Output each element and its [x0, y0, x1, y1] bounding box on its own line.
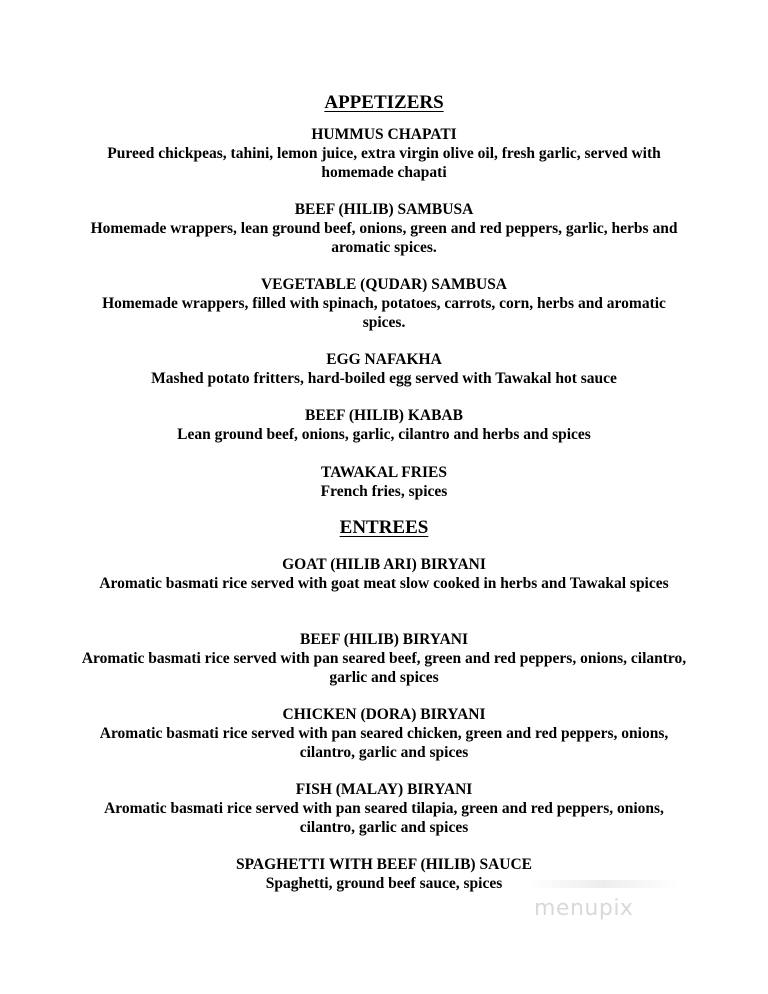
watermark-smudge	[528, 880, 678, 888]
item-description: Mashed potato fritters, hard-boiled egg served with Tawakal hot sauce	[151, 370, 617, 387]
item-description: Aromatic basmati rice served with goat meat slow cooked in herbs and Tawakal spices	[99, 575, 669, 592]
item-name: EGG NAFAKHA	[326, 351, 442, 368]
item-description: Homemade wrappers, filled with spinach, potatoes, carrots, corn, herbs and aromatic spices.	[102, 295, 666, 331]
item-name: VEGETABLE (QUDAR) SAMBUSA	[260, 276, 508, 293]
menu-item-beef-biryani	[80, 630, 688, 687]
menu-item-beef-kabab	[80, 406, 688, 444]
item-description: Lean ground beef, onions, garlic, cilantro and herbs and spices	[177, 426, 591, 443]
menupix-watermark: menupix	[534, 896, 634, 921]
item-description: Pureed chickpeas, tahini, lemon juice, extra virgin olive oil, fresh garlic, served with homemade chapati	[107, 145, 661, 181]
item-name: BEEF (HILIB) BIRYANI	[300, 631, 468, 648]
section-heading-entrees: ENTREES	[339, 517, 429, 538]
item-description: French fries, spices	[320, 483, 448, 500]
item-name: CHICKEN (DORA) BIRYANI	[282, 706, 486, 723]
item-description: Homemade wrappers, lean ground beef, onions, green and red peppers, garlic, herbs and aromatic spices.	[90, 220, 678, 256]
item-name: BEEF (HILIB) KABAB	[305, 407, 463, 424]
menu-item-fish-biryani	[80, 780, 688, 837]
item-name: BEEF (HILIB) SAMBUSA	[294, 201, 474, 218]
menu-item-beef-sambusa	[80, 200, 688, 257]
section-heading-appetizers: APPETIZERS	[324, 92, 444, 113]
menu-item-goat-biryani	[80, 555, 688, 593]
item-name: SPAGHETTI WITH BEEF (HILIB) SAUCE	[235, 856, 532, 873]
item-description: Aromatic basmati rice served with pan seared tilapia, green and red peppers, onions, cilantro, garlic and spices	[104, 800, 664, 836]
item-name: HUMMUS CHAPATI	[311, 126, 457, 143]
item-description: Aromatic basmati rice served with pan seared chicken, green and red peppers, onions, cilantro, garlic and spices	[99, 725, 669, 761]
menu-item-chicken-biryani	[80, 705, 688, 762]
item-name: GOAT (HILIB ARI) BIRYANI	[282, 556, 486, 573]
menu-item-egg-nafakha	[80, 350, 688, 388]
item-name: TAWAKAL FRIES	[321, 464, 447, 481]
item-description: Spaghetti, ground beef sauce, spices	[265, 875, 503, 892]
item-description: Aromatic basmati rice served with pan seared beef, green and red peppers, onions, cilantro, garlic and spices	[81, 650, 687, 686]
item-name: FISH (MALAY) BIRYANI	[295, 781, 473, 798]
menu-item-vegetable-sambusa	[80, 275, 688, 332]
menu-item-hummus-chapati	[80, 125, 688, 182]
menu-item-tawakal-fries	[80, 463, 688, 501]
